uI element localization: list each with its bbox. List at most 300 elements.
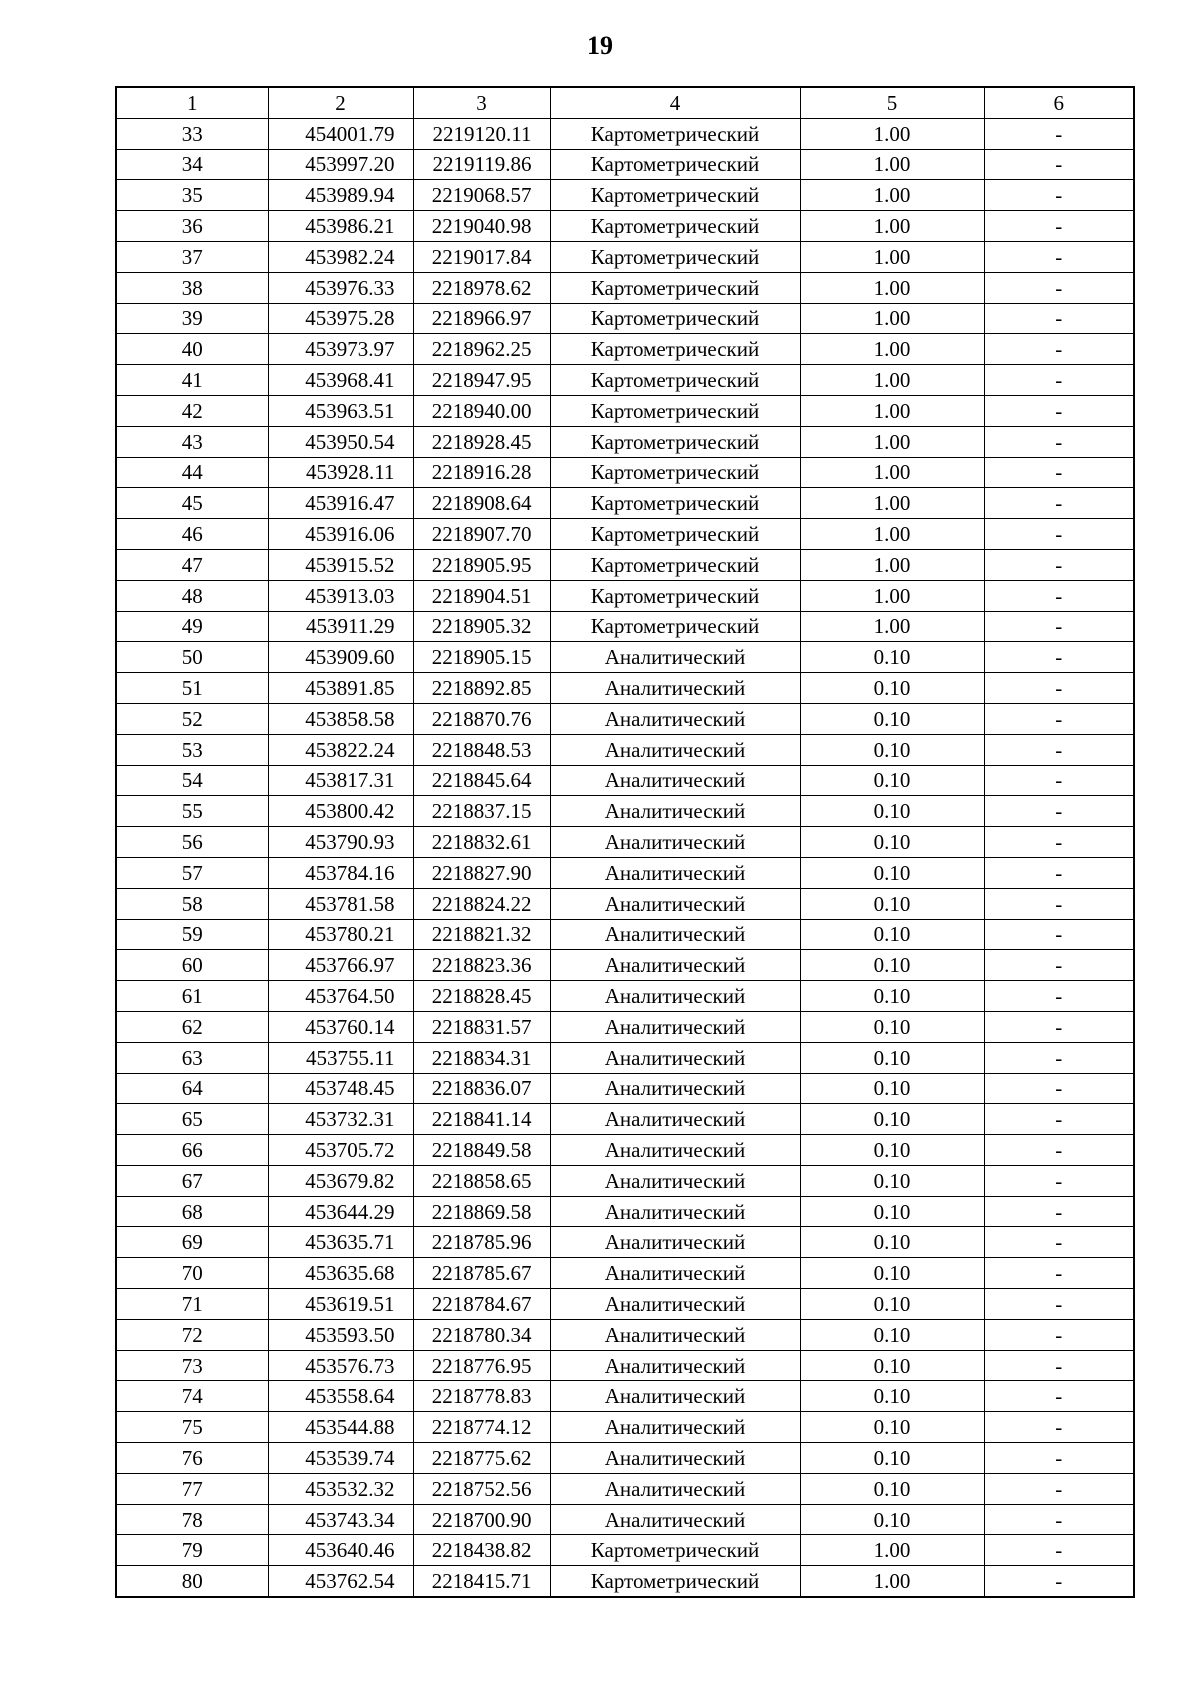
x-coordinate-cell: 453764.50 (268, 981, 413, 1012)
x-coordinate-cell: 453790.93 (268, 827, 413, 858)
y-coordinate-cell: 2218905.32 (413, 611, 550, 642)
x-coordinate-cell: 453558.64 (268, 1381, 413, 1412)
accuracy-cell: 0.10 (800, 1042, 984, 1073)
method-cell: Аналитический (550, 796, 800, 827)
description-cell: - (984, 365, 1134, 396)
method-cell: Аналитический (550, 642, 800, 673)
accuracy-cell: 0.10 (800, 1412, 984, 1443)
table-row (116, 888, 1134, 919)
method-cell: Аналитический (550, 888, 800, 919)
x-coordinate-cell: 453976.33 (268, 272, 413, 303)
column-header: 4 (550, 87, 800, 118)
point-number-cell: 42 (116, 395, 268, 426)
accuracy-cell: 1.00 (800, 303, 984, 334)
method-cell: Аналитический (550, 1227, 800, 1258)
x-coordinate-cell: 453766.97 (268, 950, 413, 981)
description-cell: - (984, 919, 1134, 950)
point-number-cell: 73 (116, 1350, 268, 1381)
table-row (116, 272, 1134, 303)
method-cell: Картометрический (550, 1535, 800, 1566)
point-number-cell: 43 (116, 426, 268, 457)
accuracy-cell: 0.10 (800, 1381, 984, 1412)
accuracy-cell: 1.00 (800, 180, 984, 211)
description-cell: - (984, 1104, 1134, 1135)
method-cell: Картометрический (550, 580, 800, 611)
method-cell: Аналитический (550, 673, 800, 704)
method-cell: Аналитический (550, 1350, 800, 1381)
accuracy-cell: 0.10 (800, 1289, 984, 1320)
y-coordinate-cell: 2218831.57 (413, 1011, 550, 1042)
description-cell: - (984, 149, 1134, 180)
x-coordinate-cell: 453817.31 (268, 765, 413, 796)
x-coordinate-cell: 453743.34 (268, 1504, 413, 1535)
method-cell: Аналитический (550, 1073, 800, 1104)
point-number-cell: 36 (116, 211, 268, 242)
point-number-cell: 44 (116, 457, 268, 488)
x-coordinate-cell: 453544.88 (268, 1412, 413, 1443)
table-row (116, 1566, 1134, 1597)
x-coordinate-cell: 453858.58 (268, 703, 413, 734)
accuracy-cell: 0.10 (800, 1104, 984, 1135)
point-number-cell: 62 (116, 1011, 268, 1042)
method-cell: Картометрический (550, 180, 800, 211)
accuracy-cell: 1.00 (800, 211, 984, 242)
point-number-cell: 46 (116, 519, 268, 550)
method-cell: Аналитический (550, 703, 800, 734)
description-cell: - (984, 488, 1134, 519)
x-coordinate-cell: 453732.31 (268, 1104, 413, 1135)
description-cell: - (984, 673, 1134, 704)
accuracy-cell: 0.10 (800, 857, 984, 888)
accuracy-cell: 0.10 (800, 1196, 984, 1227)
description-cell: - (984, 549, 1134, 580)
point-number-cell: 37 (116, 241, 268, 272)
table-row (116, 1073, 1134, 1104)
description-cell: - (984, 734, 1134, 765)
x-coordinate-cell: 453593.50 (268, 1319, 413, 1350)
y-coordinate-cell: 2218774.12 (413, 1412, 550, 1443)
method-cell: Аналитический (550, 1412, 800, 1443)
point-number-cell: 71 (116, 1289, 268, 1320)
x-coordinate-cell: 453986.21 (268, 211, 413, 242)
y-coordinate-cell: 2218785.96 (413, 1227, 550, 1258)
column-header: 1 (116, 87, 268, 118)
y-coordinate-cell: 2218785.67 (413, 1258, 550, 1289)
table-row (116, 1381, 1134, 1412)
table-row (116, 1350, 1134, 1381)
description-cell: - (984, 1227, 1134, 1258)
point-number-cell: 55 (116, 796, 268, 827)
x-coordinate-cell: 453913.03 (268, 580, 413, 611)
y-coordinate-cell: 2218415.71 (413, 1566, 550, 1597)
point-number-cell: 68 (116, 1196, 268, 1227)
y-coordinate-cell: 2218837.15 (413, 796, 550, 827)
x-coordinate-cell: 453909.60 (268, 642, 413, 673)
table-row (116, 1135, 1134, 1166)
accuracy-cell: 1.00 (800, 611, 984, 642)
accuracy-cell: 0.10 (800, 1135, 984, 1166)
x-coordinate-cell: 453619.51 (268, 1289, 413, 1320)
y-coordinate-cell: 2218908.64 (413, 488, 550, 519)
description-cell: - (984, 1073, 1134, 1104)
y-coordinate-cell: 2219040.98 (413, 211, 550, 242)
point-number-cell: 78 (116, 1504, 268, 1535)
y-coordinate-cell: 2218870.76 (413, 703, 550, 734)
description-cell: - (984, 827, 1134, 858)
accuracy-cell: 0.10 (800, 765, 984, 796)
table-row (116, 519, 1134, 550)
method-cell: Аналитический (550, 1104, 800, 1135)
x-coordinate-cell: 453975.28 (268, 303, 413, 334)
column-header: 2 (268, 87, 413, 118)
y-coordinate-cell: 2218832.61 (413, 827, 550, 858)
table-row (116, 1258, 1134, 1289)
accuracy-cell: 0.10 (800, 919, 984, 950)
description-cell: - (984, 1381, 1134, 1412)
point-number-cell: 51 (116, 673, 268, 704)
y-coordinate-cell: 2218978.62 (413, 272, 550, 303)
x-coordinate-cell: 453780.21 (268, 919, 413, 950)
column-header: 3 (413, 87, 550, 118)
point-number-cell: 40 (116, 334, 268, 365)
x-coordinate-cell: 453705.72 (268, 1135, 413, 1166)
table-row (116, 1196, 1134, 1227)
description-cell: - (984, 1011, 1134, 1042)
x-coordinate-cell: 453640.46 (268, 1535, 413, 1566)
description-cell: - (984, 519, 1134, 550)
table-row (116, 1473, 1134, 1504)
method-cell: Картометрический (550, 211, 800, 242)
y-coordinate-cell: 2218858.65 (413, 1165, 550, 1196)
accuracy-cell: 1.00 (800, 580, 984, 611)
x-coordinate-cell: 453748.45 (268, 1073, 413, 1104)
x-coordinate-cell: 453915.52 (268, 549, 413, 580)
point-number-cell: 79 (116, 1535, 268, 1566)
x-coordinate-cell: 453963.51 (268, 395, 413, 426)
method-cell: Картометрический (550, 519, 800, 550)
table-row (116, 1535, 1134, 1566)
point-number-cell: 35 (116, 180, 268, 211)
point-number-cell: 70 (116, 1258, 268, 1289)
description-cell: - (984, 580, 1134, 611)
table-row (116, 395, 1134, 426)
accuracy-cell: 1.00 (800, 272, 984, 303)
description-cell: - (984, 1258, 1134, 1289)
description-cell: - (984, 1042, 1134, 1073)
table-row (116, 211, 1134, 242)
accuracy-cell: 1.00 (800, 118, 984, 149)
y-coordinate-cell: 2218828.45 (413, 981, 550, 1012)
description-cell: - (984, 426, 1134, 457)
accuracy-cell: 0.10 (800, 888, 984, 919)
column-header: 6 (984, 87, 1134, 118)
point-number-cell: 41 (116, 365, 268, 396)
accuracy-cell: 1.00 (800, 426, 984, 457)
point-number-cell: 69 (116, 1227, 268, 1258)
accuracy-cell: 0.10 (800, 827, 984, 858)
method-cell: Аналитический (550, 1165, 800, 1196)
table-row (116, 334, 1134, 365)
y-coordinate-cell: 2218962.25 (413, 334, 550, 365)
point-number-cell: 52 (116, 703, 268, 734)
accuracy-cell: 0.10 (800, 1319, 984, 1350)
description-cell: - (984, 1412, 1134, 1443)
point-number-cell: 39 (116, 303, 268, 334)
accuracy-cell: 0.10 (800, 1011, 984, 1042)
point-number-cell: 61 (116, 981, 268, 1012)
method-cell: Картометрический (550, 272, 800, 303)
table-row (116, 827, 1134, 858)
point-number-cell: 77 (116, 1473, 268, 1504)
accuracy-cell: 1.00 (800, 1566, 984, 1597)
point-number-cell: 50 (116, 642, 268, 673)
accuracy-cell: 1.00 (800, 334, 984, 365)
table-row (116, 1011, 1134, 1042)
point-number-cell: 65 (116, 1104, 268, 1135)
point-number-cell: 76 (116, 1443, 268, 1474)
point-number-cell: 49 (116, 611, 268, 642)
table-row (116, 1443, 1134, 1474)
point-number-cell: 66 (116, 1135, 268, 1166)
x-coordinate-cell: 453755.11 (268, 1042, 413, 1073)
y-coordinate-cell: 2218834.31 (413, 1042, 550, 1073)
x-coordinate-cell: 453822.24 (268, 734, 413, 765)
accuracy-cell: 0.10 (800, 1473, 984, 1504)
table-row (116, 673, 1134, 704)
method-cell: Картометрический (550, 303, 800, 334)
description-cell: - (984, 1443, 1134, 1474)
table-row (116, 919, 1134, 950)
description-cell: - (984, 857, 1134, 888)
table-row (116, 1319, 1134, 1350)
table-row (116, 734, 1134, 765)
table-header-row (116, 87, 1134, 118)
point-number-cell: 58 (116, 888, 268, 919)
description-cell: - (984, 1535, 1134, 1566)
table-row (116, 1227, 1134, 1258)
point-number-cell: 75 (116, 1412, 268, 1443)
x-coordinate-cell: 453679.82 (268, 1165, 413, 1196)
accuracy-cell: 0.10 (800, 1258, 984, 1289)
method-cell: Аналитический (550, 1258, 800, 1289)
accuracy-cell: 0.10 (800, 1350, 984, 1381)
table-row (116, 857, 1134, 888)
description-cell: - (984, 796, 1134, 827)
y-coordinate-cell: 2218780.34 (413, 1319, 550, 1350)
table-row (116, 488, 1134, 519)
y-coordinate-cell: 2218778.83 (413, 1381, 550, 1412)
x-coordinate-cell: 453973.97 (268, 334, 413, 365)
description-cell: - (984, 765, 1134, 796)
point-number-cell: 59 (116, 919, 268, 950)
description-cell: - (984, 1165, 1134, 1196)
table-row (116, 765, 1134, 796)
x-coordinate-cell: 453891.85 (268, 673, 413, 704)
accuracy-cell: 0.10 (800, 734, 984, 765)
point-number-cell: 64 (116, 1073, 268, 1104)
method-cell: Аналитический (550, 981, 800, 1012)
description-cell: - (984, 888, 1134, 919)
method-cell: Аналитический (550, 950, 800, 981)
x-coordinate-cell: 453982.24 (268, 241, 413, 272)
coordinates-table (115, 86, 1135, 1598)
accuracy-cell: 0.10 (800, 1165, 984, 1196)
accuracy-cell: 1.00 (800, 241, 984, 272)
table-row (116, 703, 1134, 734)
y-coordinate-cell: 2218869.58 (413, 1196, 550, 1227)
accuracy-cell: 1.00 (800, 1535, 984, 1566)
y-coordinate-cell: 2218827.90 (413, 857, 550, 888)
method-cell: Картометрический (550, 149, 800, 180)
y-coordinate-cell: 2218904.51 (413, 580, 550, 611)
y-coordinate-cell: 2218821.32 (413, 919, 550, 950)
x-coordinate-cell: 453762.54 (268, 1566, 413, 1597)
method-cell: Аналитический (550, 1504, 800, 1535)
table-row (116, 149, 1134, 180)
method-cell: Аналитический (550, 1443, 800, 1474)
description-cell: - (984, 303, 1134, 334)
method-cell: Картометрический (550, 334, 800, 365)
method-cell: Картометрический (550, 549, 800, 580)
x-coordinate-cell: 453576.73 (268, 1350, 413, 1381)
y-coordinate-cell: 2218849.58 (413, 1135, 550, 1166)
description-cell: - (984, 981, 1134, 1012)
x-coordinate-cell: 453916.06 (268, 519, 413, 550)
description-cell: - (984, 642, 1134, 673)
description-cell: - (984, 703, 1134, 734)
method-cell: Аналитический (550, 1196, 800, 1227)
table-row (116, 118, 1134, 149)
accuracy-cell: 1.00 (800, 519, 984, 550)
point-number-cell: 38 (116, 272, 268, 303)
point-number-cell: 56 (116, 827, 268, 858)
description-cell: - (984, 1289, 1134, 1320)
accuracy-cell: 1.00 (800, 457, 984, 488)
table-row (116, 549, 1134, 580)
x-coordinate-cell: 453539.74 (268, 1443, 413, 1474)
y-coordinate-cell: 2218947.95 (413, 365, 550, 396)
point-number-cell: 48 (116, 580, 268, 611)
method-cell: Картометрический (550, 365, 800, 396)
description-cell: - (984, 211, 1134, 242)
x-coordinate-cell: 453784.16 (268, 857, 413, 888)
method-cell: Аналитический (550, 1381, 800, 1412)
method-cell: Картометрический (550, 488, 800, 519)
method-cell: Аналитический (550, 919, 800, 950)
table-row (116, 426, 1134, 457)
method-cell: Аналитический (550, 827, 800, 858)
y-coordinate-cell: 2218824.22 (413, 888, 550, 919)
description-cell: - (984, 395, 1134, 426)
method-cell: Картометрический (550, 395, 800, 426)
table-row (116, 796, 1134, 827)
table-row (116, 303, 1134, 334)
column-header: 5 (800, 87, 984, 118)
point-number-cell: 60 (116, 950, 268, 981)
method-cell: Картометрический (550, 241, 800, 272)
y-coordinate-cell: 2218700.90 (413, 1504, 550, 1535)
description-cell: - (984, 611, 1134, 642)
method-cell: Картометрический (550, 611, 800, 642)
x-coordinate-cell: 453911.29 (268, 611, 413, 642)
description-cell: - (984, 1473, 1134, 1504)
method-cell: Аналитический (550, 857, 800, 888)
point-number-cell: 80 (116, 1566, 268, 1597)
x-coordinate-cell: 453989.94 (268, 180, 413, 211)
accuracy-cell: 0.10 (800, 1443, 984, 1474)
accuracy-cell: 0.10 (800, 981, 984, 1012)
method-cell: Аналитический (550, 1042, 800, 1073)
x-coordinate-cell: 453644.29 (268, 1196, 413, 1227)
y-coordinate-cell: 2218905.15 (413, 642, 550, 673)
description-cell: - (984, 272, 1134, 303)
description-cell: - (984, 180, 1134, 211)
point-number-cell: 63 (116, 1042, 268, 1073)
y-coordinate-cell: 2218940.00 (413, 395, 550, 426)
point-number-cell: 74 (116, 1381, 268, 1412)
table-row (116, 180, 1134, 211)
point-number-cell: 54 (116, 765, 268, 796)
point-number-cell: 47 (116, 549, 268, 580)
table-row (116, 611, 1134, 642)
accuracy-cell: 0.10 (800, 1073, 984, 1104)
accuracy-cell: 1.00 (800, 395, 984, 426)
y-coordinate-cell: 2219119.86 (413, 149, 550, 180)
y-coordinate-cell: 2219068.57 (413, 180, 550, 211)
accuracy-cell: 0.10 (800, 1504, 984, 1535)
accuracy-cell: 0.10 (800, 642, 984, 673)
method-cell: Аналитический (550, 1289, 800, 1320)
table-row (116, 1042, 1134, 1073)
table-row (116, 1289, 1134, 1320)
table-row (116, 950, 1134, 981)
x-coordinate-cell: 453532.32 (268, 1473, 413, 1504)
x-coordinate-cell: 454001.79 (268, 118, 413, 149)
y-coordinate-cell: 2218905.95 (413, 549, 550, 580)
table-row (116, 365, 1134, 396)
table-row (116, 241, 1134, 272)
point-number-cell: 53 (116, 734, 268, 765)
description-cell: - (984, 1350, 1134, 1381)
description-cell: - (984, 1566, 1134, 1597)
description-cell: - (984, 1504, 1134, 1535)
y-coordinate-cell: 2218836.07 (413, 1073, 550, 1104)
y-coordinate-cell: 2218892.85 (413, 673, 550, 704)
y-coordinate-cell: 2218823.36 (413, 950, 550, 981)
accuracy-cell: 0.10 (800, 673, 984, 704)
table-row (116, 642, 1134, 673)
method-cell: Аналитический (550, 1319, 800, 1350)
description-cell: - (984, 1135, 1134, 1166)
table-row (116, 457, 1134, 488)
x-coordinate-cell: 453635.68 (268, 1258, 413, 1289)
accuracy-cell: 1.00 (800, 365, 984, 396)
y-coordinate-cell: 2218916.28 (413, 457, 550, 488)
method-cell: Аналитический (550, 1011, 800, 1042)
y-coordinate-cell: 2218784.67 (413, 1289, 550, 1320)
method-cell: Картометрический (550, 1566, 800, 1597)
x-coordinate-cell: 453950.54 (268, 426, 413, 457)
accuracy-cell: 0.10 (800, 950, 984, 981)
point-number-cell: 57 (116, 857, 268, 888)
description-cell: - (984, 1319, 1134, 1350)
method-cell: Аналитический (550, 734, 800, 765)
accuracy-cell: 1.00 (800, 549, 984, 580)
x-coordinate-cell: 453928.11 (268, 457, 413, 488)
x-coordinate-cell: 453760.14 (268, 1011, 413, 1042)
table-row (116, 580, 1134, 611)
method-cell: Картометрический (550, 118, 800, 149)
